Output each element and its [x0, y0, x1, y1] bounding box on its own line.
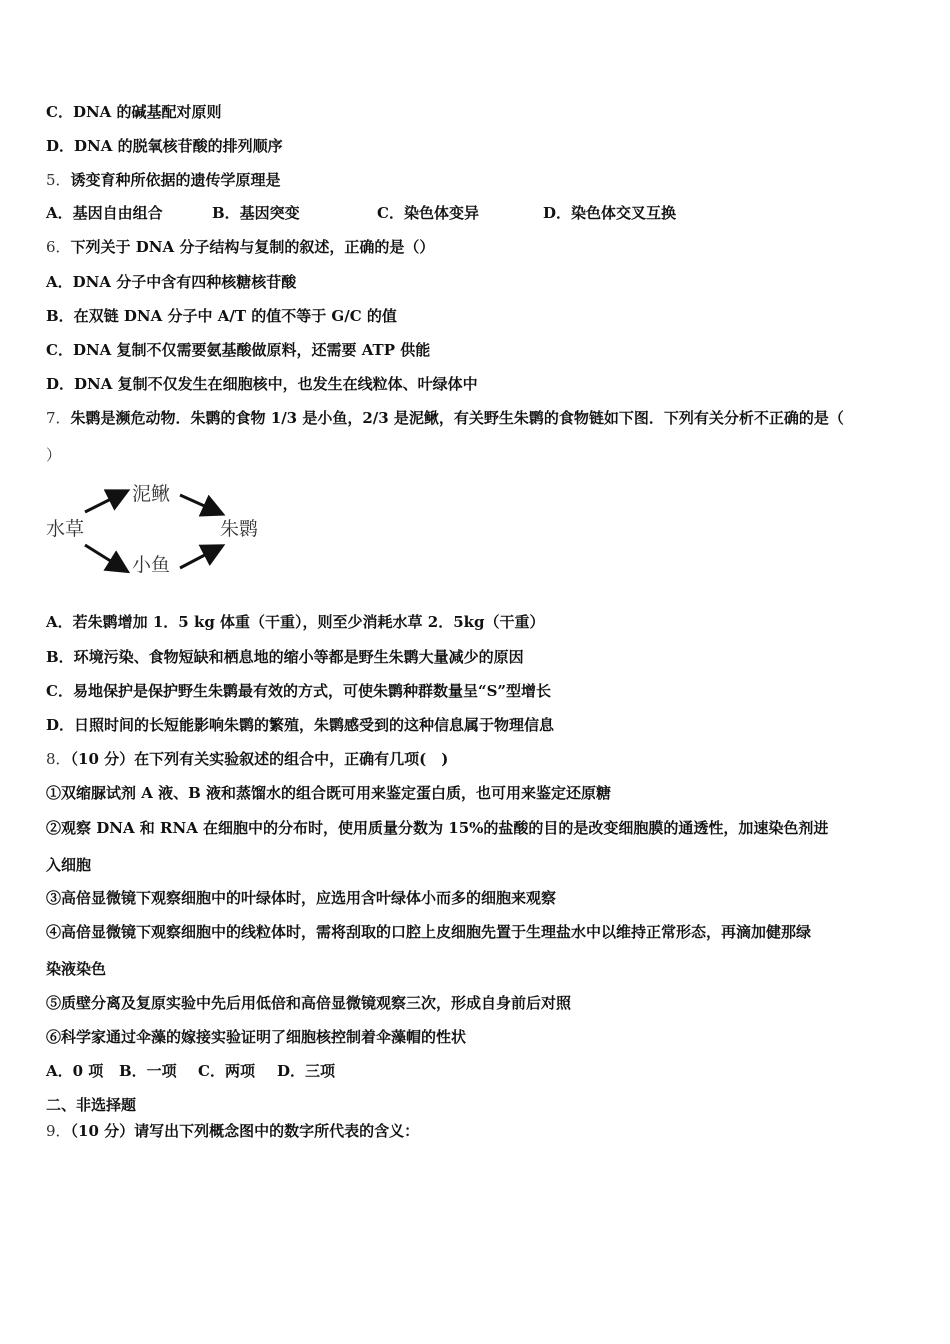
section-heading: 二、非选择题: [46, 1096, 137, 1114]
arrow-plant-to-loach: [85, 492, 125, 512]
node-loach: 泥鳅: [132, 483, 171, 505]
question-number: 8．: [46, 750, 71, 768]
question-number: 7．: [46, 409, 71, 427]
question-number: 5．: [46, 171, 71, 189]
arrow-fish-to-ibis: [180, 547, 220, 568]
q5-options: [46, 204, 746, 222]
q6-stem: [46, 238, 434, 256]
question-text: （10 分）请写出下列概念图中的数字所代表的含义：: [70, 1122, 420, 1140]
q8-item-5: ⑤质壁分离及复原实验中先后用低倍和高倍显微镜观察三次，形成自身前后对照: [46, 994, 572, 1012]
q8-option-b: B．一项: [119, 1062, 177, 1080]
question-text: 朱鹮是濒危动物．朱鹮的食物 1/3 是小鱼，2/3 是泥鳅，有关野生朱鹮的食物链如下图．下列有关分析不正确的是（: [70, 409, 844, 427]
q4-option-d: D．DNA 的脱氧核苷酸的排列顺序: [46, 137, 283, 155]
question-text: （10 分）在下列有关实验叙述的组合中，正确有几项( ): [70, 750, 449, 768]
q5-stem: [46, 171, 281, 189]
question-text: 诱变育种所依据的遗传学原理是: [70, 171, 281, 189]
q9-stem: [46, 1122, 419, 1140]
q5-option-b: B．基因突变: [212, 204, 300, 222]
q8-item-4: ④高倍显微镜下观察细胞中的线粒体时，需将刮取的口腔上皮细胞先置于生理盐水中以维持正常形态，再滴加健那绿: [46, 923, 812, 941]
q8-option-a: A．0 项: [46, 1062, 104, 1080]
q8-item-1: ①双缩脲试剂 A 液、B 液和蒸馏水的组合既可用来鉴定蛋白质，也可用来鉴定还原糖: [46, 784, 611, 802]
q6-option-b: B．在双链 DNA 分子中 A/T 的值不等于 G/C 的值: [46, 307, 397, 325]
arrow-loach-to-ibis: [180, 495, 220, 513]
q7-stem-continuation: ）: [46, 446, 62, 464]
q8-item-6: ⑥科学家通过伞藻的嫁接实验证明了细胞核控制着伞藻帽的性状: [46, 1028, 467, 1046]
q8-stem: [46, 750, 448, 768]
q8-item-2-cont: 入细胞: [46, 856, 92, 874]
q6-option-c: C．DNA 复制不仅需要氨基酸做原料，还需要 ATP 供能: [46, 341, 431, 359]
q5-option-c: C．染色体变异: [377, 204, 479, 222]
food-chain-diagram: [40, 475, 280, 585]
q6-option-a: A．DNA 分子中含有四种核糖核苷酸: [46, 273, 297, 291]
node-small-fish: 小鱼: [132, 554, 171, 576]
q8-item-2: ②观察 DNA 和 RNA 在细胞中的分布时，使用质量分数为 15%的盐酸的目的是改变细胞膜的通透性，加速染色剂进: [46, 819, 829, 837]
q8-item-3: ③高倍显微镜下观察细胞中的叶绿体时，应选用含叶绿体小而多的细胞来观察: [46, 889, 557, 907]
question-text: 下列关于 DNA 分子结构与复制的叙述，正确的是（）: [70, 238, 435, 256]
q7-option-a: A．若朱鹮增加 1．5 kg 体重（干重），则至少消耗水草 2．5kg（干重）: [46, 613, 545, 631]
question-number: 6．: [46, 238, 71, 256]
q8-item-4-cont: 染液染色: [46, 960, 107, 978]
q5-option-a: A．基因自由组合: [46, 204, 163, 222]
node-ibis: 朱鹮: [220, 518, 259, 540]
q8-option-d: D．三项: [277, 1062, 336, 1080]
q7-option-d: D．日照时间的长短能影响朱鹮的繁殖，朱鹮感受到的这种信息属于物理信息: [46, 716, 555, 734]
q4-option-c: C．DNA 的碱基配对原则: [46, 103, 222, 121]
question-number: 9．: [46, 1122, 71, 1140]
node-water-plant: 水草: [46, 518, 85, 540]
q7-option-b: B．环境污染、食物短缺和栖息地的缩小等都是野生朱鹮大量减少的原因: [46, 648, 524, 666]
q6-option-d: D．DNA 复制不仅发生在细胞核中，也发生在线粒体、叶绿体中: [46, 375, 478, 393]
q8-options: [46, 1062, 446, 1080]
arrow-plant-to-fish: [85, 545, 125, 570]
q7-stem: [46, 409, 844, 427]
q5-option-d: D．染色体交叉互换: [543, 204, 677, 222]
q7-option-c: C．易地保护是保护野生朱鹮最有效的方式，可使朱鹮种群数量呈“S”型增长: [46, 682, 552, 700]
q8-option-c: C．两项: [198, 1062, 255, 1080]
